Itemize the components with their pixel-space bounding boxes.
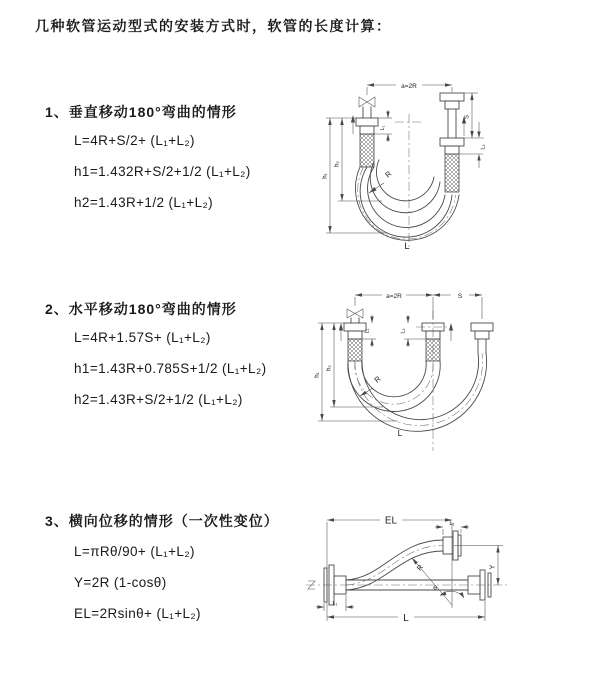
- dim-l2: [459, 122, 487, 168]
- dim-l1-top-label: L₁: [449, 521, 455, 527]
- dim-h1-label: h₁: [314, 372, 321, 378]
- radius-leader: [412, 558, 452, 605]
- hose-braid: [426, 339, 440, 361]
- section3-formula-el: EL=2Rsinθ+ (L₁+L₂): [74, 606, 201, 621]
- dim-s-label: S: [457, 292, 463, 300]
- dim-h1: [315, 323, 399, 421]
- section1-formula-l: L=4R+S/2+ (L₁+L₂): [74, 133, 195, 148]
- section3-formula-y: Y=2R (1-cosθ): [74, 575, 167, 590]
- right-fitting: [440, 93, 464, 192]
- dim-a2r: [367, 83, 452, 95]
- diagram-lateral-displacement: [298, 505, 598, 655]
- hose-braid: [348, 339, 362, 361]
- dim-s: [464, 93, 484, 138]
- hose-displaced-position: [346, 531, 461, 590]
- dim-a2r: [355, 293, 433, 300]
- dim-a2r-label: a=2R: [401, 82, 417, 90]
- radius-leader: [369, 169, 394, 193]
- page-title: 几种软管运动型式的安装方式时，软管的长度计算：: [35, 18, 392, 34]
- angle-theta: [433, 585, 464, 598]
- section2-formula-h2: h2=1.43R+S/2+1/2 (L₁+L₂): [74, 392, 243, 407]
- dim-l2-label: L₂: [480, 144, 487, 150]
- dim-l1-label: L₁: [364, 328, 371, 334]
- hose-braid: [445, 154, 459, 192]
- dim-l1-bottom: [316, 595, 354, 611]
- dim-h2-label: h₂: [334, 161, 341, 167]
- section1-formula-h2: h2=1.43R+1/2 (L₁+L₂): [74, 195, 214, 210]
- motion-arrow-up: [339, 323, 453, 341]
- hose-u-bend: [348, 353, 487, 431]
- radius-label: R: [416, 563, 425, 573]
- dim-s-label: S: [464, 114, 471, 120]
- dim-el-label: EL: [384, 515, 398, 527]
- section2-heading: 2、水平移动180°弯曲的情形: [45, 301, 237, 317]
- hose-braid: [360, 134, 374, 167]
- dim-l1-label: L₁: [380, 125, 386, 131]
- diagram-horizontal-180-bend: [308, 283, 548, 458]
- dim-h2-label: h₂: [326, 365, 333, 371]
- angle-theta-label: θ: [433, 585, 437, 592]
- section2-formula-h1: h1=1.43R+0.785S+1/2 (L₁+L₂): [74, 361, 267, 376]
- right-fitting: [471, 323, 493, 353]
- valve-icon: [347, 309, 363, 323]
- dim-l: [327, 601, 485, 624]
- length-label: L: [397, 428, 403, 438]
- dim-h1-label: h₁: [322, 173, 329, 179]
- length-label: L: [404, 241, 410, 252]
- dim-l-label: L: [403, 613, 409, 624]
- valve-icon: [359, 97, 375, 107]
- section1-heading: 1、垂直移动180°弯曲的情形: [45, 104, 237, 120]
- hose-u-bend: [355, 160, 459, 240]
- section2-formula-l: L=4R+1.57S+ (L₁+L₂): [74, 330, 211, 345]
- left-fitting: [344, 323, 366, 361]
- dim-l2-label: L₂: [400, 328, 407, 334]
- diagram-vertical-180-bend: [312, 72, 537, 262]
- dim-s: [433, 293, 482, 300]
- section3-formula-l: L=πRθ/90+ (L₁+L₂): [74, 544, 195, 559]
- dim-a2r-label: a=2R: [386, 292, 402, 300]
- left-fitting: [356, 107, 378, 167]
- section1-formula-h1: h1=1.432R+S/2+1/2 (L₁+L₂): [74, 164, 251, 179]
- dim-l1: [362, 315, 376, 347]
- radius-label: R: [372, 374, 383, 385]
- dim-y-label: Y: [489, 564, 497, 570]
- radius-label: R: [383, 169, 394, 180]
- section3-heading: 3、横向位移的情形（一次性变位）: [45, 513, 279, 529]
- dim-l1-bottom-label: L₁: [332, 601, 338, 607]
- dim-h1: [323, 118, 388, 233]
